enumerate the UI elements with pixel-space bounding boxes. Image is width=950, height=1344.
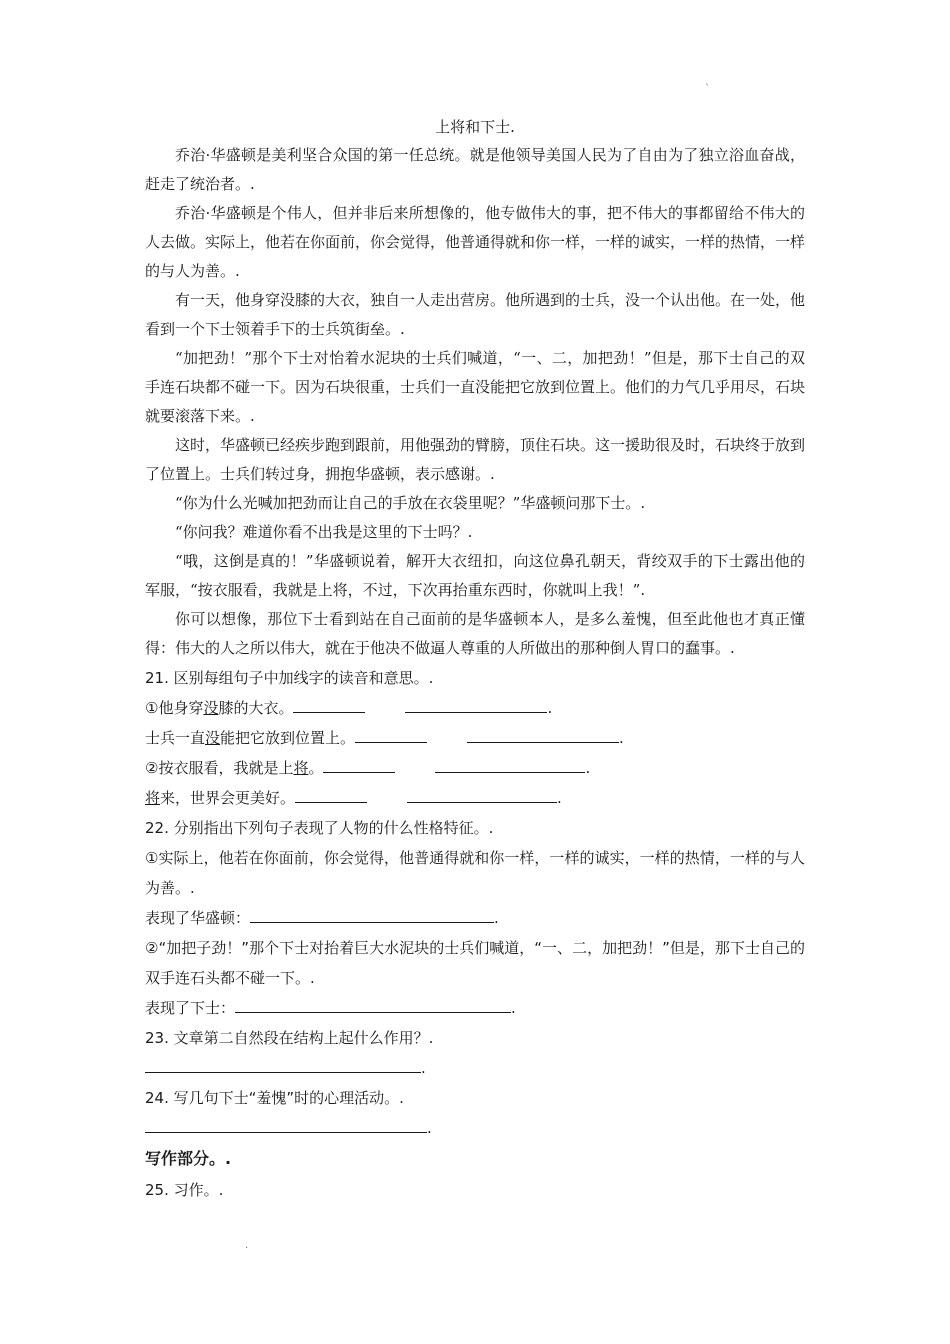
document-body [145,113,805,1205]
q21-item-2-mark: 没 [205,729,221,747]
q21-item-4-mark: 将 [145,789,161,807]
q23-answer [145,1053,805,1083]
q21-item-2-before: 士兵一直 [145,729,206,747]
story-paragraph: “你为什么光喊加把劲而让自己的手放在衣袋里呢？”华盛顿问那下士。. [175,494,646,512]
q25-prompt: 25. 习作。. [145,1181,224,1199]
pinyin-blank[interactable] [293,698,365,713]
story-paragraph: “哦，这倒是真的！”华盛顿说着，解开大衣纽扣，向这位鼻孔朝天，背绞双手的下士露出他的军服，“按衣服看，我就是上将，不过，下次再抬重东西时，你就叫上我！”. [145,552,805,599]
q22-item-2: ②“加把子劲！”那个下士对抬着巨大水泥块的士兵们喊道，“一、二，加把劲！”但是，那下士自己的双手连石头都不碰一下。. [145,939,805,987]
answer-blank[interactable] [145,1058,421,1073]
line-end-mark: . [557,789,562,807]
q21-item-2-after: 能把它放到位置上。 [220,729,356,747]
q21-item-1-before: ①他身穿 [145,699,204,717]
q22-answer-2-label: 表现了下士： [145,999,236,1017]
story-paragraph: 这时，华盛顿已经疾步跑到跟前，用他强劲的臂膀，顶住石块。这一援助很及时，石块终于放到了位置上。士兵们转过身，拥抱华盛顿，表示感谢。. [145,436,806,483]
answer-blank[interactable] [145,1118,427,1133]
corner-mark: ` [705,84,710,95]
pinyin-blank[interactable] [295,788,367,803]
line-end-mark: . [619,729,624,747]
q21-prompt: 21. 区别每组句子中加线字的读音和意思。. [145,669,434,687]
q22-answer-1-label: 表现了华盛顿： [145,909,251,927]
q21-item-3-after: 。 [308,759,324,777]
q21-item-2 [145,723,805,753]
q21-item-4 [145,783,805,813]
pinyin-blank[interactable] [355,728,427,743]
q21-item-3-mark: 将 [293,759,309,777]
meaning-blank[interactable] [407,788,557,803]
q21-item-1 [145,693,805,723]
q21-item-1-mark: 没 [203,699,219,717]
meaning-blank[interactable] [467,728,619,743]
story-paragraph: “你问我？难道你看不出我是这里的下士吗？. [175,523,473,541]
line-end-mark: . [547,699,553,717]
meaning-blank[interactable] [435,758,585,773]
bottom-mark: . [245,1240,249,1251]
q21-item-4-after: 来，世界会更美好。 [160,789,296,807]
q21-item-3 [145,753,805,783]
q22-item-1: ①实际上，他若在你面前，你会觉得，他普通得就和你一样，一样的诚实，一样的热情，一样的与人为善。. [145,849,805,897]
story-paragraph: 你可以想像，那位下士看到站在自己面前的是华盛顿本人，是多么羞愧，但至此他也才真正懂得：伟大的人之所以伟大，就在于他决不做逼人尊重的人所做出的那种倒人胃口的蠢事。. [145,610,805,657]
line-end-mark: . [427,1119,432,1137]
story-paragraph: 有一天，他身穿没膝的大衣，独自一人走出营房。他所遇到的士兵，没一个认出他。在一处，他看到一个下士领着手下的士兵筑街垒。. [145,291,806,338]
line-end-mark: . [421,1059,426,1077]
story-paragraph: “加把劲！”那个下士对怡着水泥块的士兵们喊道，“一、二，加把劲！”但是，那下士自己的双手连石块都不碰一下。因为石块很重，士兵们一直没能把它放到位置上。他们的力气几乎用尽，石块就要滚落下来。. [145,349,806,425]
meaning-blank[interactable] [405,698,547,713]
story-title: 上将和下士. [435,118,515,136]
line-end-mark: . [511,999,516,1017]
q24-prompt: 24. 写几句下士“羞愧”时的心理活动。. [145,1089,404,1107]
q24-answer [145,1113,805,1143]
line-end-mark: . [494,909,499,927]
q23-prompt: 23. 文章第二自然段在结构上起什么作用？. [145,1029,434,1047]
story-paragraph: 乔治·华盛顿是美利坚合众国的第一任总统。就是他领导美国人民为了自由为了独立浴血奋战，赶走了统治者。. [145,146,805,193]
q22-prompt: 22. 分别指出下列句子表现了人物的什么性格特征。. [145,819,494,837]
writing-section-title: 写作部分。. [145,1149,232,1168]
story-paragraph: 乔治·华盛顿是个伟人，但并非后来所想像的，他专做伟大的事，把不伟大的事都留给不伟大的人去做。实际上，他若在你面前，你会觉得，他普通得就和你一样，一样的诚实，一样的热情，一样的与人为善。. [145,204,806,280]
pinyin-blank[interactable] [323,758,395,773]
q22-answer-2 [145,993,805,1023]
line-end-mark: . [585,759,591,777]
answer-blank[interactable] [250,908,494,923]
q21-item-1-after: 膝的大衣。 [218,699,294,717]
answer-blank[interactable] [235,998,511,1013]
q22-answer-1 [145,903,805,933]
q21-item-3-before: ②按衣服看，我就是上 [145,759,294,777]
